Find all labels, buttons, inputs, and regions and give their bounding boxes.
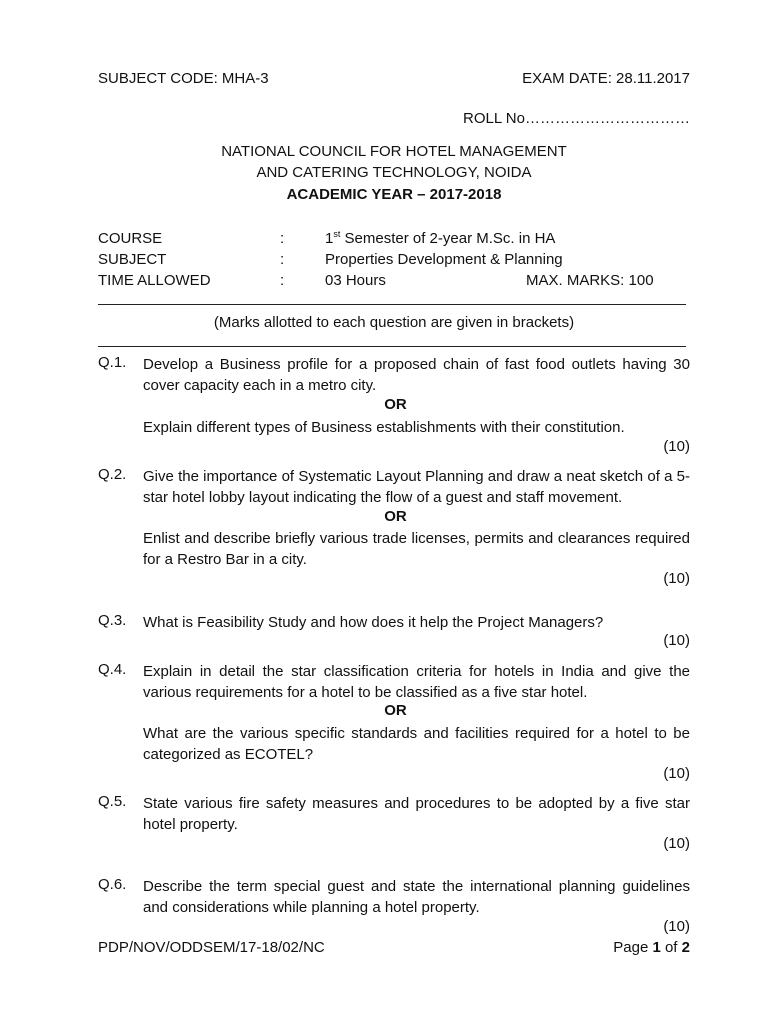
question-marks: (10) [663,835,690,852]
question-marks: (10) [663,765,690,782]
page-total: 2 [681,939,690,956]
question-marks: (10) [663,918,690,935]
question-number: Q.1. [98,354,127,371]
question-number: Q.4. [98,661,127,678]
roll-number: ROLL No…………………………… [463,110,690,127]
page-word: Page [613,939,653,956]
document-code: PDP/NOV/ODDSEM/17-18/02/NC [98,939,325,956]
question-number: Q.3. [98,612,127,629]
question-text: Develop a Business profile for a proposed chain of fast food outlets having 30 cover capacity each in a metro city. [143,356,690,394]
of-word: of [660,939,682,956]
question-alt-text: Explain different types of Business establishments with their constitution. [143,419,625,436]
subject-code: SUBJECT CODE: MHA-3 [98,70,269,87]
or-separator: OR [384,396,407,413]
course-value-sup: st [333,229,341,239]
institution-line-1: NATIONAL COUNCIL FOR HOTEL MANAGEMENT [221,143,567,160]
divider-top [98,304,686,305]
question-marks: (10) [663,570,690,587]
question-alt-text: What are the various specific standards and facilities required for a hotel to be categorized as ECOTEL? [143,725,690,763]
question-alt-text: Enlist and describe briefly various trade licenses, permits and clearances required for a Restro Bar in a city. [143,530,690,568]
time-allowed-colon: : [280,272,285,289]
time-allowed-value: 03 Hours [325,272,386,289]
question-number: Q.6. [98,876,127,893]
or-separator: OR [384,702,407,719]
subject-value: Properties Development & Planning [325,251,563,268]
course-label: COURSE [98,230,163,247]
marks-note: (Marks allotted to each question are given in brackets) [213,314,575,331]
academic-year: ACADEMIC YEAR – 2017-2018 [286,186,502,203]
question-text: What is Feasibility Study and how does it help the Project Managers? [143,614,604,631]
question-number: Q.2. [98,466,127,483]
exam-date: EXAM DATE: 28.11.2017 [522,70,690,87]
question-number: Q.5. [98,793,127,810]
course-value [325,230,555,247]
question-text: Describe the term special guest and state the international planning guidelines and considerations while planning a hotel property. [143,878,690,916]
page-number [613,939,690,956]
institution-line-2: AND CATERING TECHNOLOGY, NOIDA [256,164,532,181]
divider-bottom [98,346,686,347]
or-separator: OR [384,508,407,525]
question-marks: (10) [663,632,690,649]
question-text: State various fire safety measures and procedures to be adopted by a five star hotel property. [143,795,690,833]
course-value-post: Semester of 2-year M.Sc. in HA [340,230,556,247]
course-colon: : [280,230,285,247]
course-value-pre: 1 [325,230,334,247]
question-text: Give the importance of Systematic Layout Planning and draw a neat sketch of a 5-star hotel lobby layout indicating the flow of a guest and staff movement. [143,468,690,506]
subject-colon: : [280,251,285,268]
question-text: Explain in detail the star classification criteria for hotels in India and give the various requirements for a hotel to be classified as a five star hotel. [143,663,690,701]
time-allowed-label: TIME ALLOWED [98,272,211,289]
subject-label: SUBJECT [98,251,167,268]
page-current: 1 [652,939,661,956]
question-marks: (10) [663,438,690,455]
max-marks: MAX. MARKS: 100 [526,272,654,289]
